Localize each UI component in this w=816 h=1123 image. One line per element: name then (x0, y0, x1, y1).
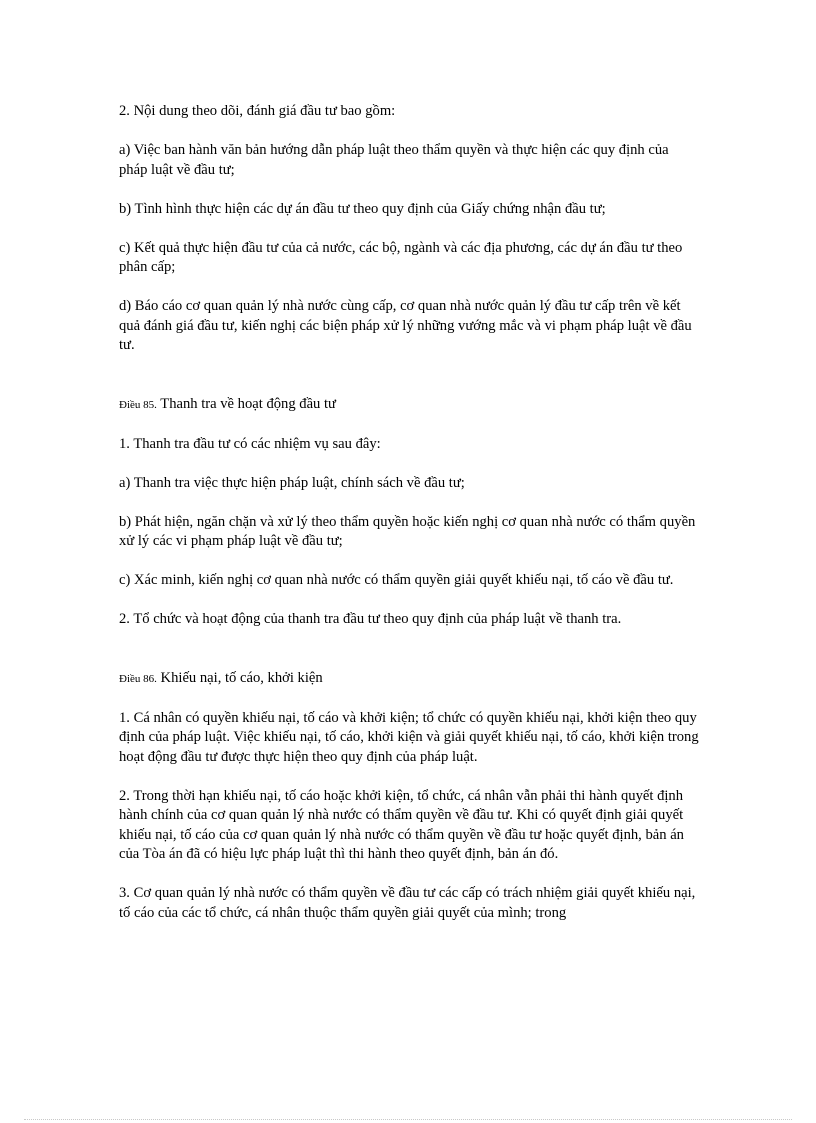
article-title: Khiếu nại, tố cáo, khởi kiện (160, 669, 323, 686)
paragraph: 3. Cơ quan quản lý nhà nước có thẩm quyền về đầu tư các cấp có trách nhiệm giải quyết khiếu nại, tố cáo của các tổ chức, cá nhân thuộc thẩm quyền giải quyết của mình; trong (119, 885, 696, 921)
article-label: Điều 86. (119, 672, 157, 685)
paragraph: b) Phát hiện, ngăn chặn và xử lý theo thẩm quyền hoặc kiến nghị cơ quan nhà nước có thẩm quyền xử lý các vi phạm pháp luật về đầu tư; (119, 513, 696, 549)
paragraph: d) Báo cáo cơ quan quản lý nhà nước cùng cấp, cơ quan nhà nước quản lý đầu tư cấp trên về kết quả đánh giá đầu tư, kiến nghị các biện pháp xử lý những vướng mắc và vi phạm pháp luật về đầu tư. (119, 298, 692, 353)
paragraph: c) Kết quả thực hiện đầu tư của cả nước, các bộ, ngành và các địa phương, các dự án đầu tư theo phân cấp; (119, 239, 683, 275)
paragraph: 2. Trong thời hạn khiếu nại, tố cáo hoặc khởi kiện, tổ chức, cá nhân vẫn phải thi hành quyết định hành chính của cơ quan quản lý nhà nước có thẩm quyền về đầu tư. Khi có quyết định giải quyết khiếu nại, tố cáo của cơ quan quản lý nhà nước có thẩm quyền về đầu tư hoặc quyết định, bản án của Tòa án đã có hiệu lực pháp luật thì thi hành theo quyết định, bản án đó. (119, 787, 684, 862)
article-heading-86 (119, 669, 699, 690)
paragraph: 2. Nội dung theo dõi, đánh giá đầu tư bao gồm: (119, 103, 396, 119)
paragraph: a) Thanh tra việc thực hiện pháp luật, chính sách về đầu tư; (119, 474, 465, 491)
article-heading-85 (119, 395, 699, 416)
paragraph: 1. Cá nhân có quyền khiếu nại, tố cáo và khởi kiện; tổ chức có quyền khiếu nại, khởi kiện theo quy định của pháp luật. Việc khiếu nại, tố cáo, khởi kiện và giải quyết khiếu nại, tố cáo, khởi kiện trong hoạt động đầu tư được thực hiện theo quy định của pháp luật. (119, 709, 699, 765)
paragraph: a) Việc ban hành văn bản hướng dẫn pháp luật theo thẩm quyền và thực hiện các quy định của pháp luật về đầu tư; (119, 142, 669, 178)
article-label: Điều 85. (119, 398, 157, 411)
paragraph: c) Xác minh, kiến nghị cơ quan nhà nước có thẩm quyền giải quyết khiếu nại, tố cáo về đầu tư. (119, 572, 674, 588)
article-title: Thanh tra về hoạt động đầu tư (160, 395, 336, 412)
document-body (119, 102, 699, 943)
paragraph: 1. Thanh tra đầu tư có các nhiệm vụ sau đây: (119, 435, 381, 452)
page-bottom-divider (24, 1119, 792, 1120)
paragraph: b) Tình hình thực hiện các dự án đầu tư theo quy định của Giấy chứng nhận đầu tư; (119, 200, 606, 217)
paragraph: 2. Tổ chức và hoạt động của thanh tra đầu tư theo quy định của pháp luật về thanh tra. (119, 611, 622, 627)
